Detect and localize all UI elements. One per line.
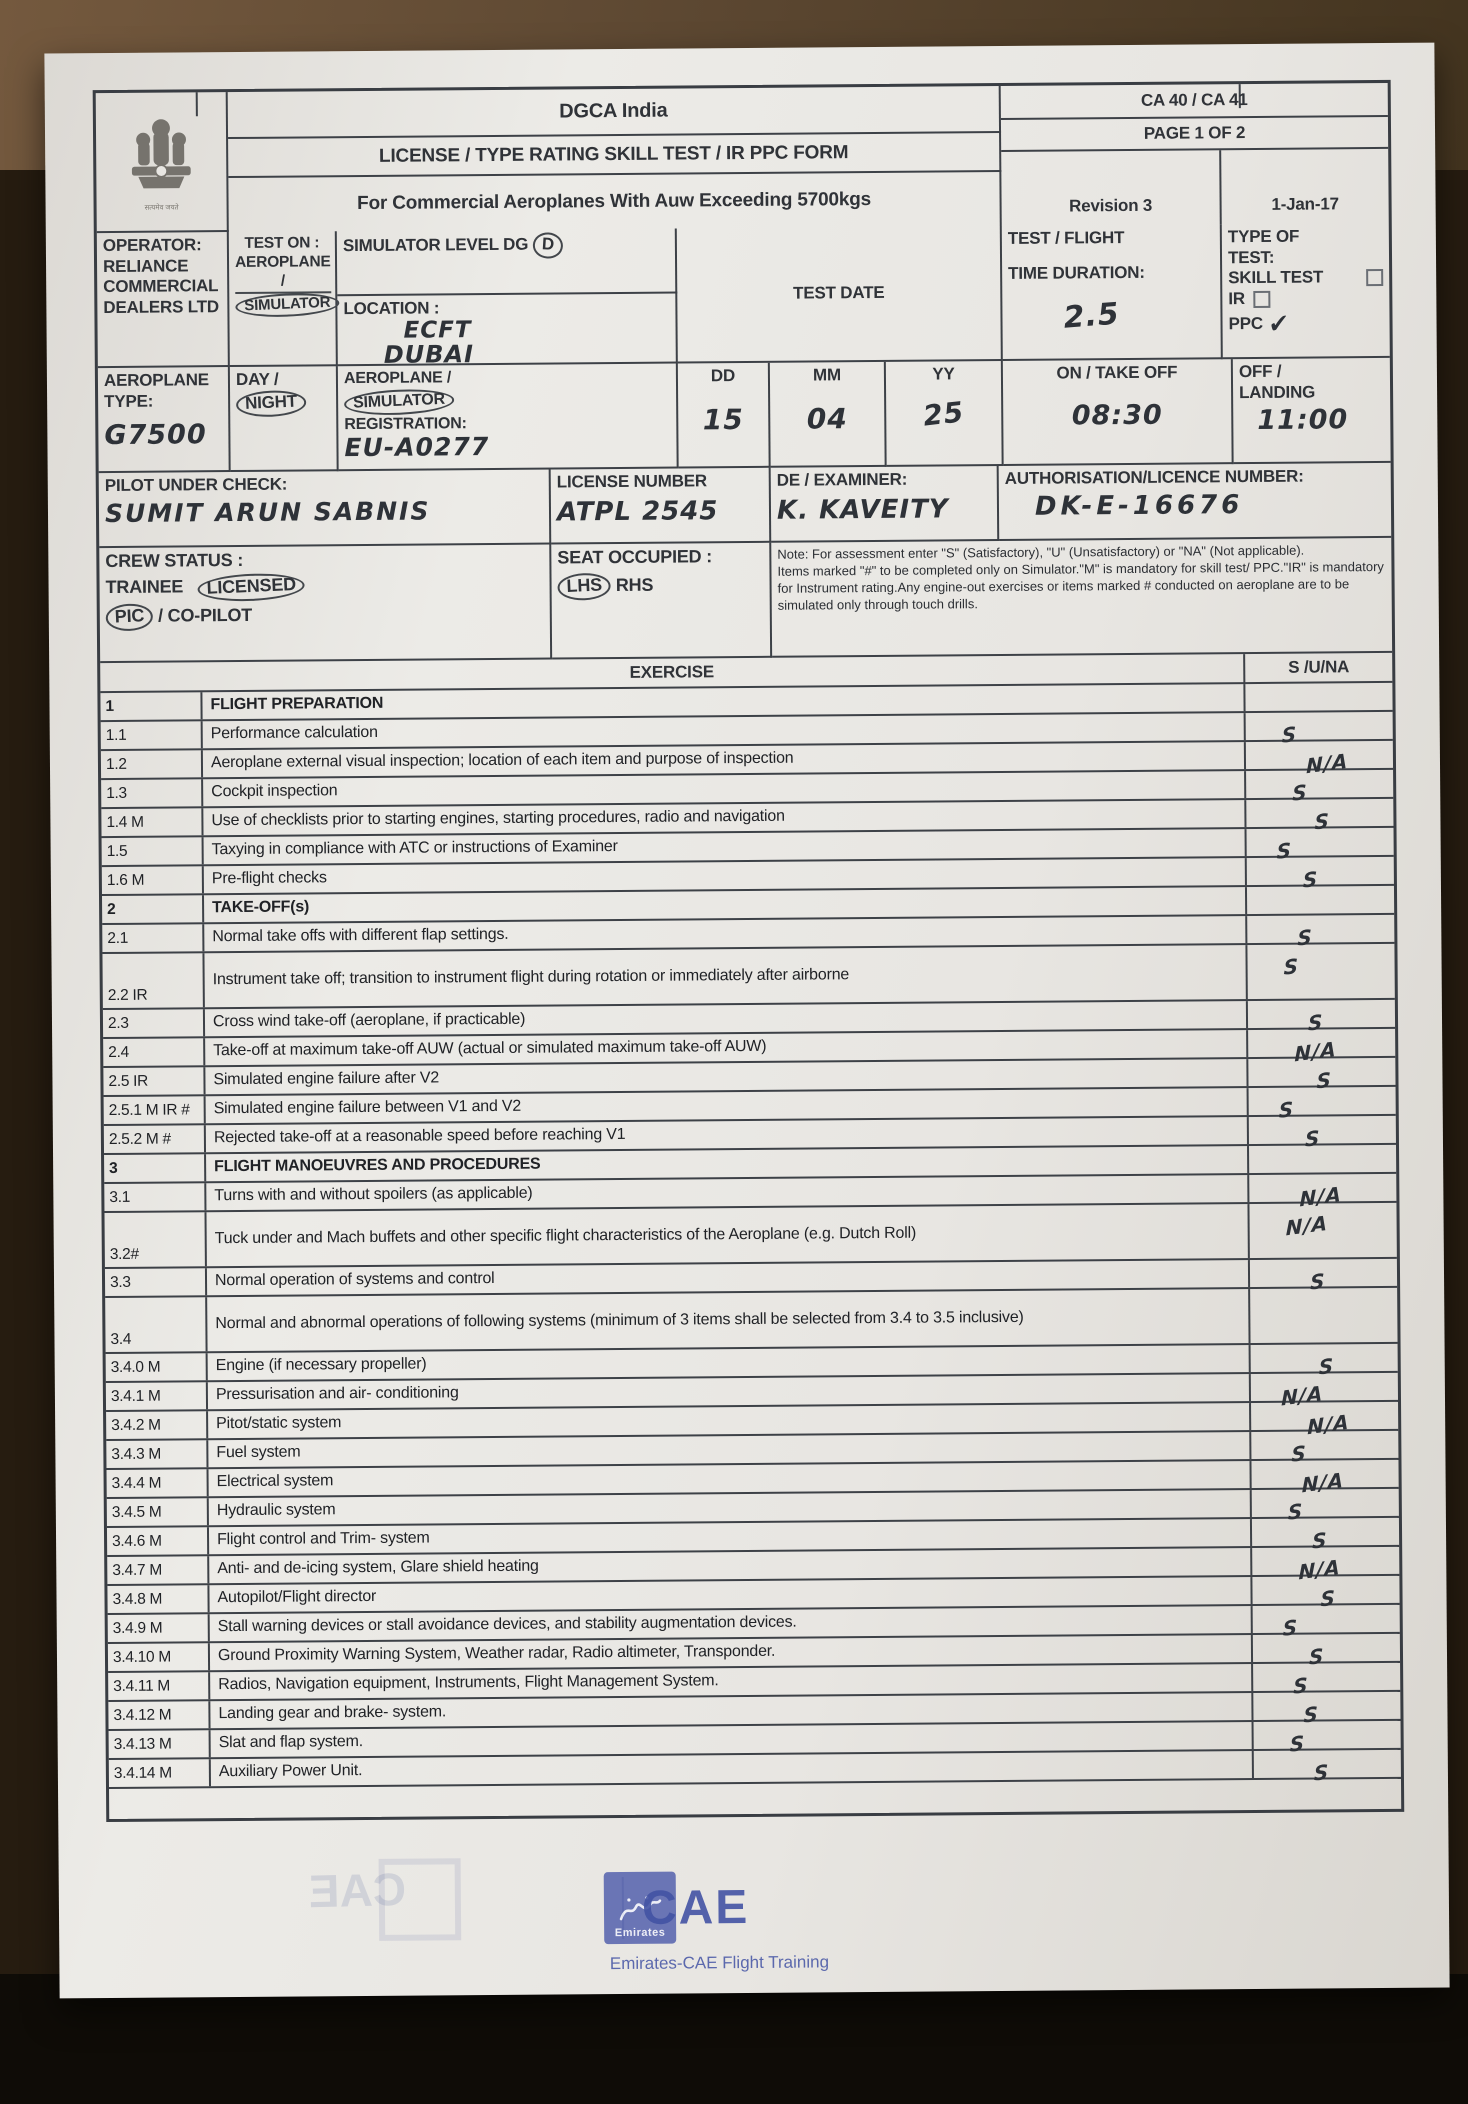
- seat-rhs: RHS: [615, 574, 654, 595]
- result-mark: S: [1308, 1643, 1325, 1670]
- exercise-result-cell: [1250, 1288, 1397, 1343]
- on-takeoff-label: ON / TAKE OFF: [1056, 362, 1178, 383]
- registration-simulator-circled: SIMULATOR: [344, 387, 455, 416]
- mm-label: MM: [812, 365, 841, 385]
- exercise-result-cell: [1251, 1344, 1398, 1380]
- test-on-simulator-circled: SIMULATOR: [235, 291, 340, 319]
- skill-test-form: [93, 80, 1405, 1822]
- operator-name-line: COMMERCIAL: [103, 276, 219, 297]
- day-option: DAY /: [235, 369, 279, 389]
- exercise-number: 2.4: [103, 1038, 205, 1066]
- exercise-number: 3.4.0 M: [106, 1353, 208, 1381]
- exercise-number: 1.6 M: [102, 866, 204, 894]
- simulator-level-label: SIMULATOR LEVEL DG: [342, 234, 529, 256]
- aeroplane-type-label2: TYPE:: [104, 391, 154, 411]
- result-mark: S: [1278, 1096, 1295, 1123]
- ghost-emirates-square: [379, 1858, 462, 1941]
- result-mark: S: [1312, 1527, 1328, 1554]
- simulator-level-value-circled: D: [532, 232, 564, 260]
- duration-value: 2.5: [1062, 296, 1121, 337]
- exercise-result-cell: [1254, 1721, 1401, 1757]
- exercise-result-cell: [1247, 886, 1394, 914]
- exercise-description: Stall warning devices or stall avoidance devices, and stability augmentation devices.: [210, 1606, 1253, 1641]
- exercise-description: Take-off at maximum take-off AUW (actual or simulated maximum take-off AUW): [205, 1030, 1248, 1065]
- duration-cell: [1002, 224, 1223, 361]
- operator-label: OPERATOR:: [102, 235, 202, 256]
- exercise-result-cell: [1251, 1402, 1398, 1440]
- exercise-number: 2: [102, 895, 204, 923]
- exercise-result-cell: [1249, 1116, 1396, 1152]
- result-mark: S: [1314, 808, 1330, 835]
- authorisation-cell: [999, 463, 1392, 541]
- exercise-number: 3.4.7 M: [107, 1556, 209, 1584]
- date-yy-cell: [886, 361, 1004, 467]
- footer-caption-wrap: [489, 1951, 949, 1975]
- result-mark: S: [1282, 1614, 1299, 1641]
- exercise-number: 3.4.5 M: [107, 1498, 209, 1526]
- examiner-label: DE / EXAMINER:: [776, 469, 908, 490]
- result-mark: S: [1283, 953, 1300, 980]
- result-mark: S: [1304, 1125, 1321, 1152]
- ghost-cae-print: CAE: [308, 1862, 407, 1918]
- seat-occupied-cell: [551, 543, 772, 660]
- footer-logos: [604, 1876, 750, 1939]
- exercise-number: 2.5 IR: [103, 1067, 205, 1095]
- emirates-wordmark: Emirates: [614, 1926, 666, 1940]
- exercise-number: 2.2 IR: [102, 953, 204, 1008]
- license-value: ATPL 2545: [556, 495, 719, 528]
- result-mark: S: [1281, 721, 1298, 748]
- result-mark: N/A: [1294, 1036, 1337, 1067]
- exercise-number: 3.2#: [104, 1212, 206, 1267]
- exercise-number: 3.4.2 M: [106, 1411, 208, 1439]
- exercise-description: Cross wind take-off (aeroplane, if practicable): [205, 1001, 1248, 1036]
- empty-result-cell: [1241, 83, 1388, 108]
- page-indicator: PAGE 1 OF 2: [1001, 117, 1388, 152]
- form-subtitle: For Commercial Aeroplanes With Auw Exceeding 5700kgs: [228, 172, 1001, 232]
- exercise-result-cell: [1253, 1663, 1400, 1699]
- test-on-cell: [229, 231, 338, 367]
- off-landing-label1: OFF /: [1238, 361, 1282, 382]
- examiner-value: K. KAVEITY: [776, 494, 949, 526]
- exercise-description: Normal operation of systems and control: [207, 1260, 1250, 1295]
- result-mark: N/A: [1299, 1181, 1342, 1212]
- authorisation-label: AUTHORISATION/LICENCE NUMBER:: [1004, 466, 1304, 488]
- exercise-description: Simulated engine failure between V1 and V2: [206, 1088, 1249, 1123]
- exercise-description: Anti- and de-icing system, Glare shield heating: [209, 1548, 1252, 1583]
- exercise-result-cell: [1252, 1518, 1399, 1554]
- result-mark: N/A: [1285, 1210, 1329, 1241]
- exercise-description: Cockpit inspection: [203, 771, 1246, 806]
- org-title: DGCA India: [228, 86, 1001, 139]
- result-mark: S: [1313, 1759, 1330, 1786]
- registration-value: EU-A0277: [344, 431, 490, 462]
- crew-status-label: CREW STATUS :: [105, 549, 244, 572]
- exercise-description: Pitot/static system: [208, 1403, 1251, 1438]
- exercise-number: 3.4.10 M: [108, 1643, 210, 1671]
- exercise-number: 3.4.13 M: [109, 1730, 211, 1758]
- aeroplane-type-label1: AEROPLANE: [103, 370, 209, 391]
- crew-trainee: TRAINEE: [105, 576, 184, 597]
- exercise-description: Pre-flight checks: [204, 858, 1247, 893]
- test-on-aeroplane: AEROPLANE /: [235, 253, 331, 294]
- aeroplane-type-cell: [98, 367, 231, 473]
- seat-label: SEAT OCCUPIED :: [557, 546, 713, 568]
- operator-name-line: DEALERS LTD: [103, 297, 220, 318]
- exercise-result-cell: [1251, 1460, 1398, 1498]
- exercise-description: Normal and abnormal operations of following systems (minimum of 3 items shall be selected from 3.4 to 3.5 inclusive): [207, 1289, 1250, 1351]
- exercise-result-cell: [1253, 1692, 1400, 1728]
- exercise-description: Hydraulic system: [209, 1490, 1252, 1525]
- yy-value: 25: [921, 394, 966, 433]
- examiner-cell: [771, 466, 1000, 543]
- exercise-number: 2.5.1 M IR #: [104, 1096, 206, 1124]
- exercise-number: 1.4 M: [101, 808, 203, 836]
- exercise-number: 1.3: [101, 779, 203, 807]
- pilot-under-check-cell: [99, 470, 552, 549]
- exercise-description: TAKE-OFF(s): [204, 887, 1247, 922]
- footer-caption: Emirates-CAE Flight Training: [609, 1952, 830, 1974]
- exercise-number: 3.1: [104, 1183, 206, 1211]
- exercise-result-cell: [1247, 944, 1394, 999]
- test-date-cell: TEST DATE: [677, 226, 1003, 364]
- exercise-description: Pressurisation and air- conditioning: [208, 1374, 1251, 1409]
- dd-label: DD: [710, 366, 736, 386]
- exercise-result-cell: [1246, 712, 1393, 748]
- exercise-result-cell: [1247, 857, 1394, 893]
- exercise-description: FLIGHT PREPARATION: [202, 684, 1245, 719]
- exercise-number: 3.4.1 M: [106, 1382, 208, 1410]
- exercise-row: [105, 1288, 1397, 1354]
- exercise-result-cell: [1248, 1000, 1395, 1036]
- result-mark: S: [1307, 1009, 1324, 1036]
- location-label: LOCATION :: [343, 298, 440, 319]
- operator-cell: [97, 232, 230, 368]
- result-mark: S: [1303, 1701, 1319, 1728]
- result-column-header: S /U/NA: [1245, 653, 1392, 684]
- result-mark: S: [1293, 1672, 1309, 1699]
- revision-date: 1-Jan-17: [1271, 194, 1339, 215]
- license-number-cell: [551, 468, 772, 545]
- exercise-number: 3.4.9 M: [108, 1614, 210, 1642]
- exercise-description: Aeroplane external visual inspection; location of each item and purpose of inspection: [203, 742, 1246, 777]
- exercise-description: Tuck under and Mach buffets and other specific flight characteristics of the Aeroplane (e.g. Dutch Roll): [206, 1204, 1249, 1266]
- exercise-description: Engine (if necessary propeller): [208, 1345, 1251, 1380]
- exercise-number: 1.1: [101, 721, 203, 749]
- exercise-number: 3.3: [105, 1268, 207, 1296]
- result-mark: N/A: [1307, 1409, 1350, 1440]
- location-cell: [337, 294, 678, 367]
- ashoka-emblem-icon: [122, 111, 201, 204]
- night-option-circled: NIGHT: [236, 389, 307, 418]
- test-on-label: TEST ON :: [244, 234, 320, 252]
- exercise-description: Radios, Navigation equipment, Instruments, Flight Management System.: [210, 1664, 1253, 1699]
- ir-checkbox-icon: [1253, 291, 1270, 308]
- exercise-result-cell: [1249, 1174, 1396, 1212]
- registration-label1: AEROPLANE /: [343, 369, 452, 388]
- exercise-description: Normal take offs with different flap settings.: [204, 916, 1247, 951]
- simulator-level-cell: [337, 229, 678, 297]
- exercise-number: 3.4.6 M: [107, 1527, 209, 1555]
- exercise-result-cell: [1253, 1634, 1400, 1670]
- exercise-description: Performance calculation: [203, 713, 1246, 748]
- date-mm-cell: [770, 362, 887, 468]
- exercise-number: 3.4.12 M: [108, 1701, 210, 1729]
- crew-status-cell: [99, 545, 552, 664]
- exercise-result-cell: [1246, 741, 1393, 779]
- revision: Revision 3: [1001, 150, 1222, 226]
- exercise-number: 3.4: [105, 1297, 207, 1352]
- exercise-result-cell: [1247, 915, 1394, 951]
- exercise-description: Fuel system: [208, 1432, 1251, 1467]
- result-mark: S: [1292, 779, 1308, 806]
- duration-label-line1: TEST / FLIGHT: [1007, 228, 1125, 248]
- type-of-test-label1: TYPE OF: [1227, 226, 1300, 247]
- result-mark: N/A: [1298, 1554, 1341, 1585]
- exercise-result-cell: [1254, 1750, 1401, 1786]
- time-off-cell: [1233, 358, 1391, 464]
- result-mark: S: [1316, 1067, 1332, 1094]
- aeroplane-type-value: G7500: [104, 419, 207, 452]
- result-mark: N/A: [1281, 1380, 1324, 1411]
- exercise-row: [104, 1203, 1396, 1269]
- duration-label-line2: TIME DURATION:: [1008, 262, 1145, 283]
- exercise-description: Flight control and Trim- system: [209, 1519, 1252, 1554]
- operator-name-line: RELIANCE: [102, 256, 189, 276]
- result-mark: S: [1310, 1268, 1326, 1295]
- skill-test-checkbox-icon: [1366, 269, 1383, 286]
- form-code: CA 40 / CA 41: [1001, 83, 1388, 120]
- ppc-checkmark-icon: ✔: [1268, 308, 1290, 340]
- emblem-cell: [96, 92, 229, 233]
- exercise-description: Rejected take-off at a reasonable speed before reaching V1: [206, 1117, 1249, 1152]
- crew-copilot: / CO-PILOT: [157, 604, 253, 626]
- exercise-description: FLIGHT MANOEUVRES AND PROCEDURES: [206, 1146, 1249, 1181]
- exercise-number: 2.3: [103, 1009, 205, 1037]
- registration-cell: [338, 364, 679, 472]
- exercise-column-header: EXERCISE: [100, 654, 1245, 693]
- cae-wordmark: CAE: [641, 1880, 750, 1935]
- result-mark: S: [1276, 837, 1293, 864]
- exercise-description: Slat and flap system.: [211, 1722, 1254, 1757]
- location-value-line1: ECFT: [403, 316, 472, 344]
- exercise-description: Electrical system: [209, 1461, 1252, 1496]
- pilot-label: PILOT UNDER CHECK:: [104, 474, 288, 496]
- exercise-result-cell: [1249, 1203, 1396, 1258]
- exercise-number: 3.4.8 M: [107, 1585, 209, 1613]
- exercise-number: 2.1: [102, 924, 204, 952]
- result-mark: S: [1320, 1585, 1337, 1612]
- day-night-cell: [230, 366, 339, 472]
- exercise-description: Ground Proximity Warning System, Weather radar, Radio altimeter, Transponder.: [210, 1635, 1253, 1670]
- seat-lhs-circled: LHS: [557, 572, 612, 601]
- exercise-number: 3.4.3 M: [106, 1440, 208, 1468]
- registration-label3: REGISTRATION:: [344, 415, 467, 434]
- mm-value: 04: [806, 401, 848, 436]
- authorisation-value: DK-E-16676: [1034, 489, 1244, 522]
- result-mark: N/A: [1301, 1467, 1345, 1498]
- location-value-line2: DUBAI: [383, 339, 475, 369]
- result-mark: S: [1287, 1498, 1304, 1525]
- exercise-result-cell: [1246, 799, 1393, 835]
- dd-value: 15: [702, 402, 744, 437]
- yy-label: YY: [932, 364, 955, 384]
- license-label: LICENSE NUMBER: [556, 471, 708, 492]
- on-takeoff-value: 08:30: [1071, 399, 1163, 432]
- result-mark: S: [1297, 924, 1313, 951]
- exercise-description: Autopilot/Flight director: [209, 1577, 1252, 1612]
- option-ppc: PPC: [1228, 314, 1263, 334]
- exercise-number: 2.5.2 M #: [104, 1125, 206, 1153]
- result-mark: S: [1289, 1730, 1306, 1757]
- exercise-description: Landing gear and brake- system.: [210, 1693, 1253, 1728]
- option-ir: IR: [1228, 289, 1246, 309]
- exercise-number: 3.4.14 M: [109, 1759, 211, 1787]
- exercise-rows: [100, 683, 1401, 1789]
- time-on-cell: [1003, 359, 1234, 466]
- exercise-description: Auxiliary Power Unit.: [211, 1751, 1254, 1786]
- pilot-value: SUMIT ARUN SABNIS: [104, 496, 431, 528]
- exercise-description: Turns with and without spoilers (as applicable): [206, 1175, 1249, 1210]
- exercise-number: 1.2: [101, 750, 203, 778]
- exercise-description: Instrument take off; transition to instrument flight during rotation or immediately after airborne: [204, 945, 1247, 1007]
- exercise-description: Simulated engine failure after V2: [205, 1059, 1248, 1094]
- form-title: LICENSE / TYPE RATING SKILL TEST / IR PPC FORM: [228, 133, 1001, 178]
- exercise-number: 1: [100, 692, 202, 720]
- off-landing-label2: LANDING: [1239, 382, 1316, 402]
- exercise-result-cell: [1250, 1259, 1397, 1295]
- exercise-description: Use of checklists prior to starting engines, starting procedures, radio and navigation: [203, 800, 1246, 835]
- exercise-number: 3: [104, 1154, 206, 1182]
- date-dd-cell: [678, 363, 771, 469]
- exercise-number: 3.4.11 M: [108, 1672, 210, 1700]
- off-landing-value: 11:00: [1257, 404, 1349, 437]
- crew-licensed-circled: LICENSED: [197, 572, 305, 604]
- exercise-row: [102, 944, 1394, 1010]
- exercise-number: 1.5: [102, 837, 204, 865]
- exercise-result-cell: [1249, 1145, 1396, 1173]
- result-mark: N/A: [1306, 748, 1349, 779]
- result-mark: S: [1318, 1353, 1335, 1380]
- result-mark: S: [1302, 866, 1319, 893]
- exercise-description: Taxying in compliance with ATC or instructions of Examiner: [204, 829, 1247, 864]
- paper-sheet: [44, 43, 1449, 1999]
- emblem-caption: सत्यमेव जयते: [144, 203, 179, 212]
- note-cell: Note: For assessment enter "S" (Satisfactory), "U" (Unsatisfactory) or "NA" (Not applicable). Items marked "#" to be completed only on Simulator."M" is mandatory for skill test/ PPC."IR" is mandatory for Instrument rating.Any engine-out exercises or items marked # conducted on aeroplane are to be simulated only through touch drills.: [771, 538, 1392, 658]
- crew-pic-circled: PIC: [105, 603, 154, 632]
- option-skill-test: SKILL TEST: [1228, 267, 1324, 288]
- type-of-test-cell: [1222, 223, 1390, 359]
- exercise-result-cell: [1245, 683, 1392, 711]
- type-of-test-label2: TEST:: [1227, 247, 1275, 267]
- result-mark: S: [1291, 1440, 1307, 1467]
- exercise-number: 3.4.4 M: [107, 1469, 209, 1497]
